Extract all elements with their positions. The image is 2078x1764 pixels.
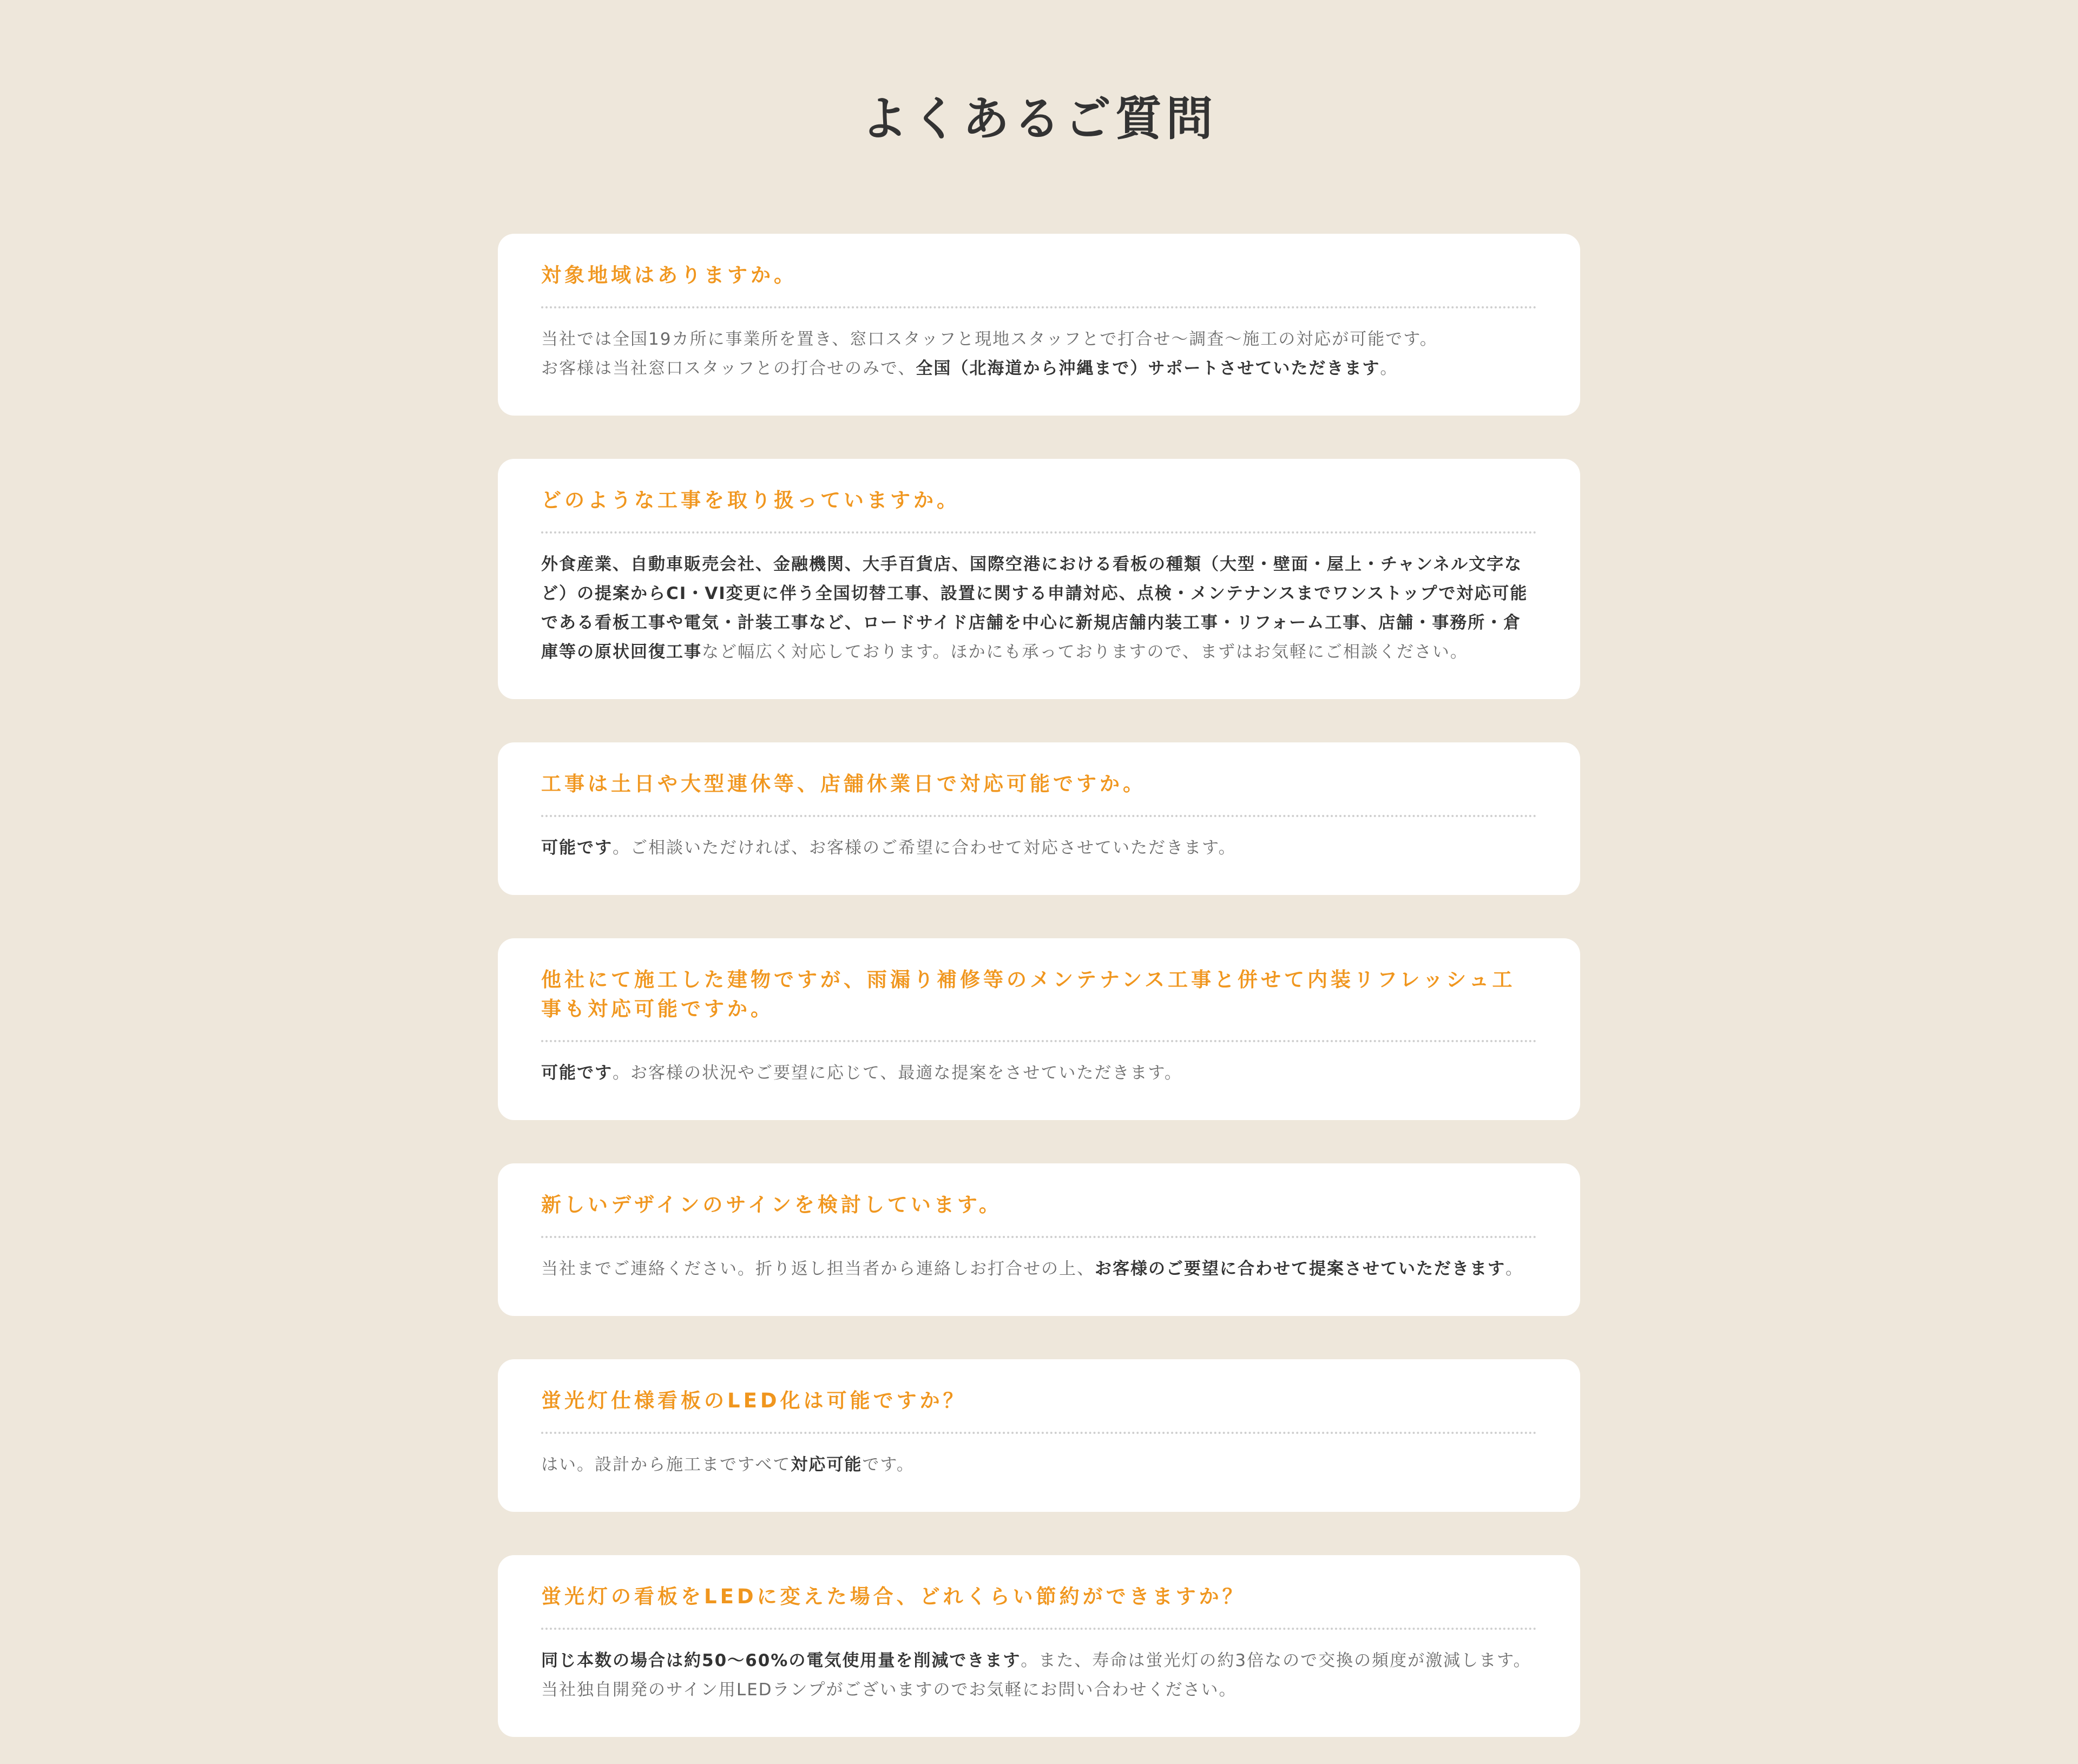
faq-answer (541, 1434, 1537, 1479)
faq-item (498, 742, 1580, 895)
faq-answer-line (541, 833, 1537, 863)
faq-answer-line (541, 325, 1537, 354)
faq-answer (541, 1042, 1537, 1088)
faq-answer-text: など幅広く対応しております。ほかにも承っておりますので、まずはお気軽にご相談ください。 (702, 642, 1468, 662)
faq-item (498, 234, 1580, 416)
faq-answer-text: 。 (1505, 1259, 1523, 1279)
faq-item (498, 1163, 1580, 1316)
faq-answer (541, 1238, 1537, 1283)
faq-list (498, 234, 1580, 1737)
faq-answer-line (541, 1450, 1537, 1479)
faq-answer-line (541, 1058, 1537, 1088)
faq-answer-text: 。ご相談いただければ、お客様のご希望に合わせて対応させていただきます。 (613, 838, 1237, 858)
faq-item (498, 459, 1580, 699)
faq-answer-line (541, 1254, 1537, 1283)
faq-answer (541, 308, 1537, 383)
faq-question: どのような工事を取り扱っていますか。 (541, 486, 1537, 534)
faq-answer-text: です。 (862, 1455, 915, 1475)
faq-question: 対象地域はありますか。 (541, 261, 1537, 308)
faq-question: 蛍光灯仕様看板のLED化は可能ですか？ (541, 1386, 1537, 1434)
faq-item (498, 938, 1580, 1120)
faq-answer-emphasis: 全国（北海道から沖縄まで）サポートさせていただきます (916, 359, 1380, 378)
faq-answer (541, 817, 1537, 863)
faq-answer-emphasis: 可能です (541, 838, 613, 858)
faq-answer-text: 。また、寿命は蛍光灯の約3倍なので交換の頻度が激減します。 (1021, 1651, 1531, 1670)
faq-answer-text: 当社までご連絡ください。折り返し担当者から連絡しお打合せの上、 (541, 1259, 1095, 1279)
faq-answer-text: はい。設計から施工まですべて (541, 1455, 791, 1475)
faq-answer-text: 当社独自開発のサイン用LEDランプがございますのでお気軽にお問い合わせください。 (541, 1680, 1237, 1700)
faq-answer-line (541, 354, 1537, 383)
faq-answer-line (541, 1675, 1537, 1704)
faq-question: 他社にて施工した建物ですが、雨漏り補修等のメンテナンス工事と併せて内装リフレッシュ工事も対応可能ですか。 (541, 965, 1537, 1042)
faq-answer-emphasis: お客様のご要望に合わせて提案させていただきます (1095, 1259, 1505, 1279)
faq-question: 工事は土日や大型連休等、店舗休業日で対応可能ですか。 (541, 769, 1537, 817)
faq-item (498, 1359, 1580, 1512)
faq-answer (541, 534, 1537, 667)
faq-answer-text: 。お客様の状況やご要望に応じて、最適な提案をさせていただきます。 (613, 1063, 1182, 1083)
faq-answer-emphasis: 可能です (541, 1063, 613, 1083)
faq-answer-emphasis: 同じ本数の場合は約50〜60%の電気使用量を削減できます (541, 1651, 1021, 1670)
faq-answer-emphasis: 対応可能 (791, 1455, 863, 1475)
faq-answer-emphasis: 外食産業、自動車販売会社、金融機関、大手百貨店、国際空港における看板の種類（大型・壁面・屋上・チャンネル文字など）の提案からCI・VI変更に伴う全国切替工事、設置に関する申請対応、点検・メンテナンスまでワンストップで対応可能である看板工事や電気・計装工事など、ロードサイド店舗を中心に新規店舗内装工事・リフォーム工事、店舗・事務所・倉庫等の原状回復工事 (541, 555, 1528, 662)
faq-answer (541, 1630, 1537, 1704)
faq-answer-line (541, 550, 1537, 667)
faq-answer-line (541, 1646, 1537, 1675)
faq-item (498, 1555, 1580, 1737)
faq-answer-text: お客様は当社窓口スタッフとの打合せのみで、 (541, 359, 916, 378)
faq-answer-text: 当社では全国19カ所に事業所を置き、窓口スタッフと現地スタッフとで打合せ〜調査〜施工の対応が可能です。 (541, 330, 1438, 349)
page-title: よくあるご質問 (861, 92, 1217, 146)
faq-question: 蛍光灯の看板をLEDに変えた場合、どれくらい節約ができますか？ (541, 1582, 1537, 1630)
faq-question: 新しいデザインのサインを検討しています。 (541, 1190, 1537, 1238)
faq-answer-text: 。 (1380, 359, 1398, 378)
